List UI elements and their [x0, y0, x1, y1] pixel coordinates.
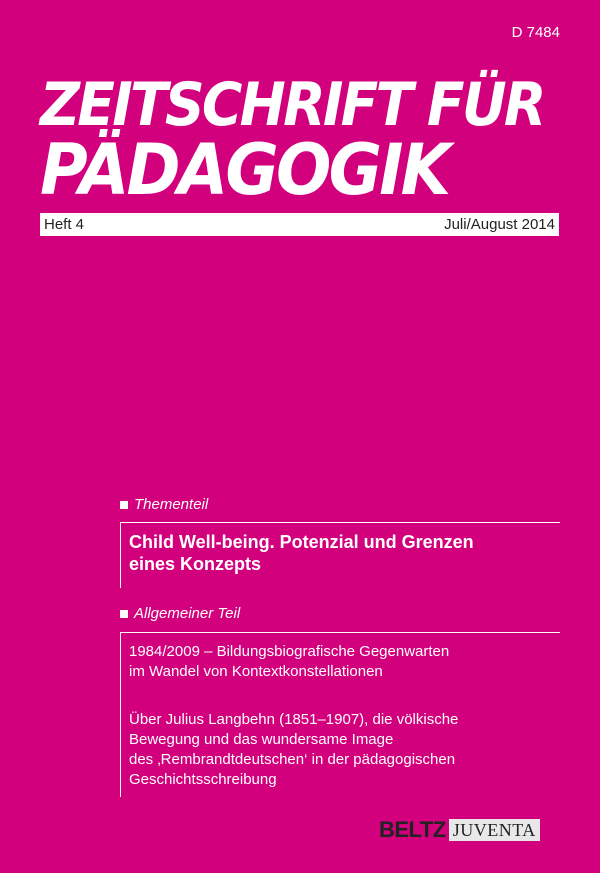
issue-date: Juli/August 2014 [444, 216, 555, 233]
publisher-logo-juventa: JUVENTA [449, 819, 540, 841]
thementeil-label: Thementeil [134, 496, 209, 513]
publisher-logo-beltz: BELTZ [379, 817, 446, 842]
bullet-square-icon [120, 610, 128, 618]
journal-code: D 7484 [511, 24, 560, 41]
thementeil-title-line2: eines Konzepts [129, 554, 262, 574]
publisher-logo [379, 818, 540, 842]
allgemeiner-teil-label: Allgemeiner Teil [134, 605, 241, 622]
article-2-line3: des ‚Rembrandtdeutschen‘ in der pädagogischen [129, 751, 456, 768]
issue-number: Heft 4 [44, 216, 85, 233]
article-1 [129, 642, 554, 682]
article-1-line2: im Wandel von Kontextkonstellationen [129, 663, 383, 680]
thementeil-heading [120, 496, 208, 513]
bullet-square-icon [120, 501, 128, 509]
issue-bar [40, 213, 559, 236]
journal-title-line1: ZEITSCHRIFT FÜR [40, 70, 544, 140]
article-1-line1: 1984/2009 – Bildungsbiografische Gegenwarten [129, 643, 450, 660]
article-2 [129, 710, 554, 790]
article-2-line1: Über Julius Langbehn (1851–1907), die völkische [129, 711, 459, 728]
thementeil-title-line1: Child Well-being. Potenzial und Grenzen [129, 532, 474, 552]
article-2-line2: Bewegung und das wundersame Image [129, 731, 394, 748]
allgemeiner-teil-heading [120, 605, 240, 622]
thementeil-title [129, 531, 549, 575]
article-2-line4: Geschichtsschreibung [129, 771, 277, 788]
journal-title-line2: PÄDAGOGIK [40, 129, 449, 211]
